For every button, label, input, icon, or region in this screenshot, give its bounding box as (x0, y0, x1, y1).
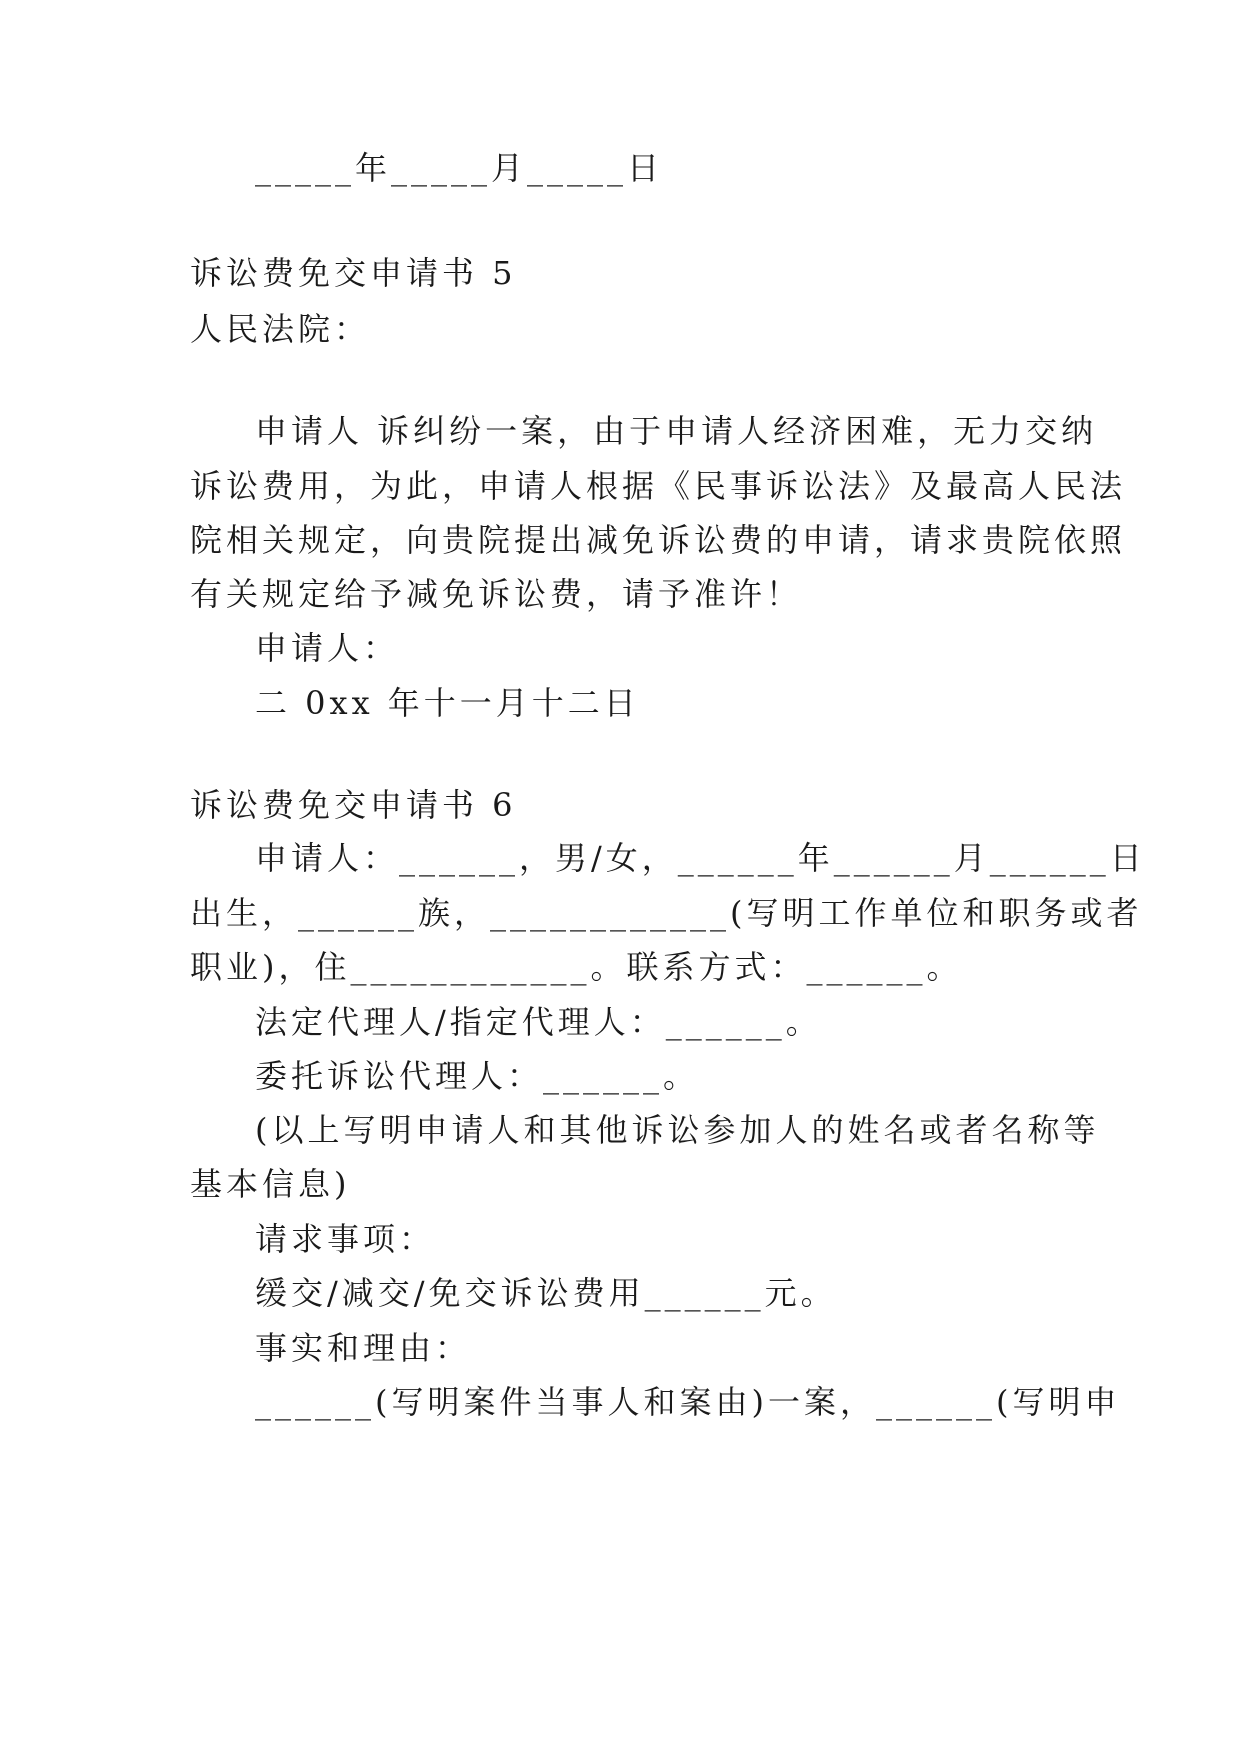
body-line: 出生，______族，____________(写明工作单位和职务或者 (190, 894, 1143, 932)
body-line: 基本信息) (190, 1165, 351, 1203)
body-line: 申请人 诉纠纷一案，由于申请人经济困难，无力交纳 (255, 412, 1098, 450)
body-line: ______(写明案件当事人和案由)一案，______(写明申 (255, 1383, 1121, 1421)
section-title-5: 诉讼费免交申请书 5 (190, 254, 517, 292)
section-title-6: 诉讼费免交申请书 6 (190, 786, 517, 824)
signature-date: 二 0xx 年十一月十二日 (255, 684, 640, 722)
facts-heading: 事实和理由： (255, 1329, 472, 1367)
body-line: (以上写明申请人和其他诉讼参加人的姓名或者名称等 (255, 1111, 1100, 1149)
applicant-signature-label: 申请人： (255, 629, 400, 667)
body-line: 诉讼费用，为此，申请人根据《民事诉讼法》及最高人民法 (190, 467, 1127, 505)
date-blank-line: _____年_____月_____日 (255, 149, 664, 187)
body-line: 有关规定给予减免诉讼费，请予准许！ (190, 575, 803, 613)
body-line: 院相关规定，向贵院提出减免诉讼费的申请，请求贵院依照 (190, 521, 1127, 559)
body-line: 职业)，住____________。联系方式：______。 (190, 948, 963, 986)
addressee: 人民法院： (190, 310, 371, 348)
body-line: 缓交/减交/免交诉讼费用______元。 (255, 1274, 837, 1312)
request-heading: 请求事项： (255, 1220, 436, 1258)
body-line: 申请人：______，男/女，______年______月______日 (255, 839, 1146, 877)
body-line: 委托诉讼代理人：______。 (255, 1057, 700, 1095)
body-line: 法定代理人/指定代理人：______。 (255, 1003, 822, 1041)
